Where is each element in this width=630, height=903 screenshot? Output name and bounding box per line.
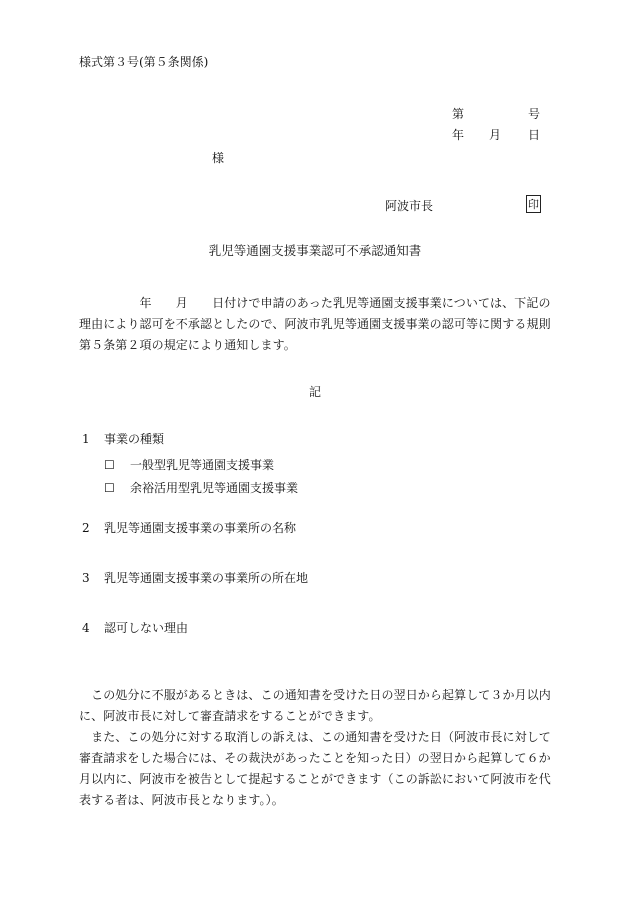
section-1 (82, 433, 164, 445)
date-day: 日 (528, 128, 541, 142)
addressee-suffix: 様 (212, 151, 225, 165)
section-number: 3 (82, 571, 90, 585)
seal-mark: 印 (526, 195, 541, 213)
option-label: 余裕活用型乳児等通園支援事業 (130, 481, 299, 495)
date-month: 月 (489, 128, 502, 142)
body-line: 第５条第２項の規定により通知します。 (79, 338, 296, 352)
number-suffix: 号 (528, 107, 541, 121)
section-3 (82, 572, 308, 584)
notice-line: 審査請求をした場合には、その裁決があったことを知った日）の翌日から起算して６か (79, 751, 551, 765)
notice-line: 月以内に、阿波市を被告として提起することができます（この訴訟において阿波市を代 (79, 772, 551, 786)
section-4 (82, 622, 188, 634)
notice-line: また、この処分に対する取消しの訴えは、この通知書を受けた日（阿波市長に対して (79, 730, 551, 744)
ki-heading: 記 (308, 385, 321, 399)
section-number: 1 (82, 432, 90, 446)
sender-name: 阿波市長 (385, 199, 434, 213)
appeal-notice (79, 685, 559, 811)
notice-line: に、阿波市長に対して審査請求をすることができます。 (79, 709, 381, 723)
notice-line: この処分に不服があるときは、この通知書を受けた日の翌日から起算して３か月以内 (79, 688, 551, 702)
body-line: 年 月 日付けで申請のあった乳児等通園支援事業については、下記の (79, 296, 551, 310)
section-label: 事業の種類 (104, 432, 165, 446)
section-label: 認可しない理由 (104, 621, 189, 635)
option-label: 一般型乳児等通園支援事業 (130, 458, 275, 472)
option-general (104, 459, 274, 471)
option-surplus (104, 482, 298, 494)
number-prefix: 第 (452, 107, 465, 121)
form-number: 様式第３号(第５条関係) (79, 55, 209, 69)
date-year: 年 (452, 128, 465, 142)
body-paragraph (79, 293, 559, 356)
document-title: 乳児等通園支援事業認可不承認通知書 (208, 243, 422, 258)
checkbox-icon: ☐ (104, 458, 115, 472)
body-line: 理由により認可を不承認としたので、阿波市乳児等通園支援事業の認可等に関する規則 (79, 317, 551, 331)
section-label: 乳児等通園支援事業の事業所の名称 (104, 521, 297, 535)
checkbox-icon: ☐ (104, 481, 115, 495)
notice-line: 表する者は、阿波市長となります。）。 (79, 793, 284, 807)
section-number: 2 (82, 521, 90, 535)
section-label: 乳児等通園支援事業の事業所の所在地 (104, 571, 309, 585)
section-2 (82, 522, 296, 534)
section-number: 4 (82, 621, 90, 635)
